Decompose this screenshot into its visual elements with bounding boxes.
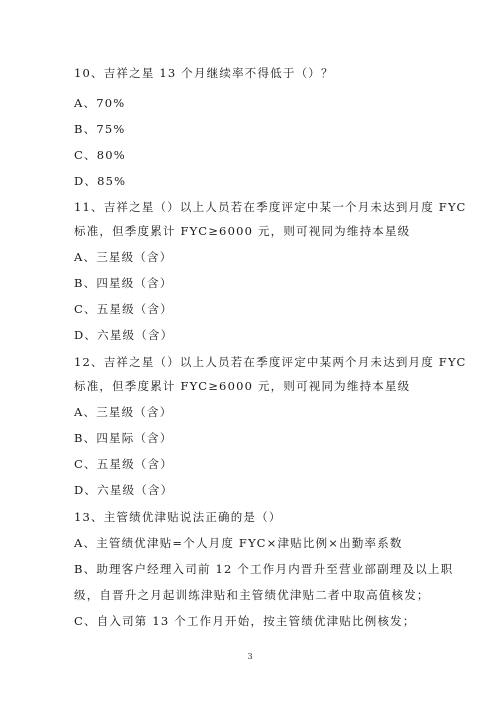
page-number: 3 — [247, 652, 253, 661]
q12-option-c: C、五星级（含） — [74, 457, 173, 471]
q11-option-b: B、四星级（含） — [74, 276, 173, 290]
question-13: 13、主管绩优津贴说法正确的是（） — [74, 510, 282, 524]
q12-option-d: D、六星级（含） — [74, 483, 174, 497]
question-12-line-2: 标准，但季度累计 FYC≥6000 元，则可视同为维持本星级 — [74, 379, 411, 393]
q11-option-c: C、五星级（含） — [74, 302, 173, 316]
q11-option-d: D、六星级（含） — [74, 328, 174, 342]
q13-option-a: A、主管绩优津贴=个人月度 FYC×津贴比例×出勤率系数 — [74, 536, 403, 550]
q13-option-b-line-1: B、助理客户经理入司前 12 个工作月内晋升至营业部副理及以上职 — [74, 562, 454, 576]
q10-option-d: D、85% — [74, 174, 127, 188]
question-11-line-2: 标准，但季度累计 FYC≥6000 元，则可视同为维持本星级 — [74, 224, 411, 238]
q13-option-c: C、自入司第 13 个工作月开始，按主管绩优津贴比例核发； — [74, 614, 416, 628]
question-10: 10、吉祥之星 13 个月继续率不得低于（）？ — [74, 66, 334, 80]
q13-option-b-line-2: 级，自晋升之月起训练津贴和主管绩优津贴二者中取高值核发； — [74, 588, 430, 602]
q11-option-a: A、三星级（含） — [74, 250, 173, 264]
q12-option-a: A、三星级（含） — [74, 405, 173, 419]
q10-option-c: C、80% — [74, 148, 126, 162]
question-11-line-1: 11、吉祥之星（）以上人员若在季度评定中某一个月未达到月度 FYC — [74, 200, 467, 214]
q12-option-b: B、四星际（含） — [74, 431, 173, 445]
question-12-line-1: 12、吉祥之星（）以上人员若在季度评定中某两个月未达到月度 FYC — [74, 355, 467, 369]
q10-option-a: A、70% — [74, 96, 126, 110]
q10-option-b: B、75% — [74, 122, 126, 136]
